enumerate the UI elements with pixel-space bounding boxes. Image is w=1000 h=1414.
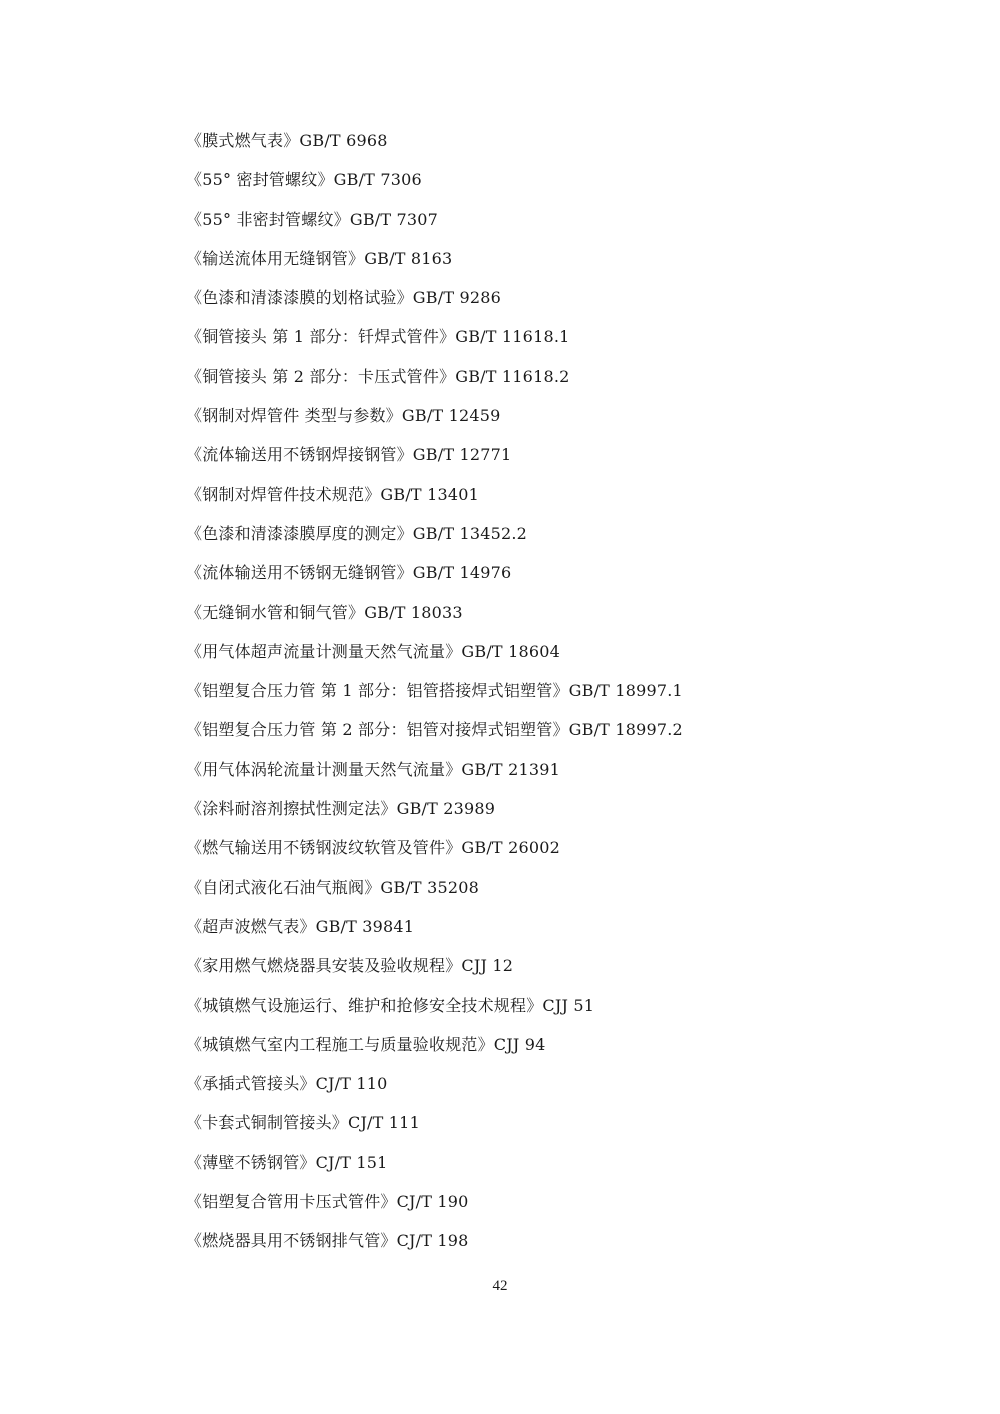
reference-item: 《流体输送用不锈钢焊接钢管》GB/T 12771 — [186, 445, 512, 465]
reference-item: 《城镇燃气室内工程施工与质量验收规范》CJJ 94 — [186, 1034, 546, 1054]
reference-item: 《燃烧器具用不锈钢排气管》CJ/T 198 — [186, 1231, 469, 1251]
reference-standards-list — [186, 127, 826, 1267]
reference-item: 《55° 非密封管螺纹》GB/T 7307 — [186, 209, 439, 229]
reference-item: 《用气体涡轮流量计测量天然气流量》GB/T 21391 — [186, 759, 560, 779]
reference-item: 《超声波燃气表》GB/T 39841 — [186, 916, 415, 936]
reference-item: 《铜管接头 第 2 部分：卡压式管件》GB/T 11618.2 — [186, 366, 570, 386]
reference-item: 《铝塑复合压力管 第 1 部分：铝管搭接焊式铝塑管》GB/T 18997.1 — [186, 681, 683, 701]
reference-item: 《铝塑复合压力管 第 2 部分：铝管对接焊式铝塑管》GB/T 18997.2 — [186, 720, 683, 740]
reference-item: 《膜式燃气表》GB/T 6968 — [186, 131, 388, 150]
reference-item: 《55° 密封管螺纹》GB/T 7306 — [186, 170, 422, 190]
reference-item: 《自闭式液化石油气瓶阀》GB/T 35208 — [186, 877, 479, 897]
reference-item: 《钢制对焊管件技术规范》GB/T 13401 — [186, 484, 479, 504]
reference-item: 《铝塑复合管用卡压式管件》CJ/T 190 — [186, 1192, 469, 1212]
reference-item: 《输送流体用无缝钢管》GB/T 8163 — [186, 248, 453, 268]
reference-item: 《城镇燃气设施运行、维护和抢修安全技术规程》CJJ 51 — [186, 995, 595, 1015]
page-number: 42 — [492, 1278, 508, 1294]
reference-item: 《色漆和清漆漆膜厚度的测定》GB/T 13452.2 — [186, 523, 528, 543]
reference-item: 《流体输送用不锈钢无缝钢管》GB/T 14976 — [186, 563, 512, 583]
reference-item: 《色漆和清漆漆膜的划格试验》GB/T 9286 — [186, 288, 502, 308]
reference-item: 《用气体超声流量计测量天然气流量》GB/T 18604 — [186, 641, 560, 661]
reference-item: 《燃气输送用不锈钢波纹软管及管件》GB/T 26002 — [186, 838, 560, 858]
reference-item: 《铜管接头 第 1 部分：钎焊式管件》GB/T 11618.1 — [186, 327, 570, 347]
reference-item: 《涂料耐溶剂擦拭性测定法》GB/T 23989 — [186, 799, 496, 819]
reference-item: 《无缝铜水管和铜气管》GB/T 18033 — [186, 602, 463, 622]
reference-item: 《薄壁不锈钢管》CJ/T 151 — [186, 1152, 388, 1172]
reference-item: 《卡套式铜制管接头》CJ/T 111 — [186, 1113, 420, 1133]
reference-item: 《钢制对焊管件 类型与参数》GB/T 12459 — [186, 406, 501, 426]
reference-item: 《承插式管接头》CJ/T 110 — [186, 1074, 388, 1094]
reference-item: 《家用燃气燃烧器具安装及验收规程》CJJ 12 — [186, 956, 514, 976]
